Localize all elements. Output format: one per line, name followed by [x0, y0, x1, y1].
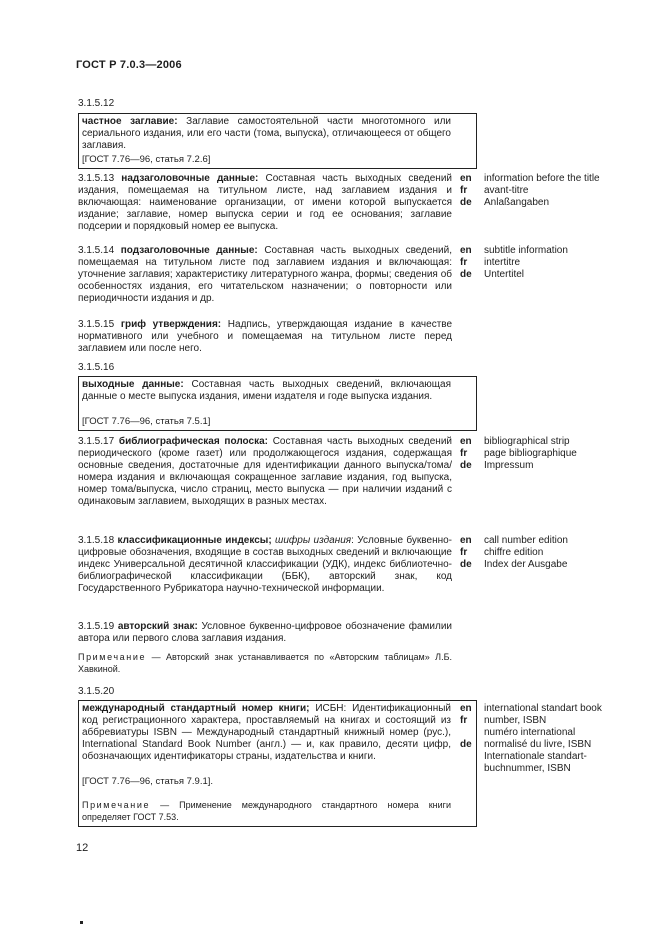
translation-fr: numéro international normalisé du livre, ISBN	[484, 727, 592, 751]
entry-number: 3.1.5.16	[78, 362, 115, 373]
source-reference: [ГОСТ 7.76—96, статья 7.9.1].	[82, 776, 214, 787]
entry-definition	[78, 319, 452, 355]
lang-de: de	[460, 739, 472, 751]
lang-codes	[460, 535, 472, 571]
entry-number: 3.1.5.14	[78, 245, 115, 256]
entry-number: 3.1.5.20	[78, 686, 115, 697]
lang-de: de	[460, 559, 472, 571]
definition-text: Заглавие самостоятельной части многотомного или сериального издания, или его части (тома, выпуска), отличающееся от общего заглавия.	[82, 116, 451, 152]
entry-number: 3.1.5.13	[78, 173, 115, 184]
lang-en: en	[460, 703, 472, 714]
lang-fr	[460, 715, 472, 739]
definition-text: Составная часть выходных сведений издания, помещаемая на титульном листе, над заглавием издания и включающая: наименование организации, от имени которой выпускается издание; заглавие, номер выпуска серии и год ее основания; заглавие подсерии и порядковый номер ее выпуска.	[78, 173, 453, 233]
translation-de: Index der Ausgabe	[484, 559, 568, 571]
translation-en: call number edition	[484, 535, 568, 546]
lang-en: en	[460, 245, 472, 256]
translation-de: Untertitel	[484, 269, 525, 281]
lang-de: de	[460, 460, 472, 472]
entry-number: 3.1.5.12	[78, 98, 115, 109]
source-reference: [ГОСТ 7.76—96, статья 7.5.1]	[82, 416, 211, 427]
definition-text: : Идентификационный код регистрационного характера, проставляемый на книгах и состоящий из аббревиатуры ISBN — Международный стандартный книжный номер (рус.), International Standard Book Number (англ.) — и, как правило, десяти цифр, обозначающих идентификаторы страны, издательства и книги.	[82, 703, 452, 763]
translation-de: Internationale standart-buchnummer, ISBN	[484, 751, 587, 775]
term: международный стандартный номер книги;	[82, 703, 310, 714]
translation-en: bibliographical strip	[484, 436, 570, 447]
definition-text: Составная часть выходных сведений, включающая данные о месте выпуска издания, имени издателя и годе выпуска издания.	[82, 379, 452, 403]
lang-codes	[460, 173, 472, 209]
lang-en: en	[460, 436, 472, 447]
source-reference: [ГОСТ 7.76—96, статья 7.2.6]	[82, 154, 211, 165]
entry-definition	[82, 116, 451, 152]
page-number: 12	[76, 842, 89, 854]
entry-definition	[78, 245, 452, 305]
note	[82, 800, 451, 823]
translation-fr: chiffre edition	[484, 547, 544, 559]
lang-fr: fr	[460, 547, 468, 559]
note-text: — Применение международного стандартного номера книги определяет ГОСТ 7.53.	[82, 800, 451, 822]
definition-text: : Условные буквенно-цифровые обозначения, входящие в состав выходных сведений и включающие индекс Универсальной десятичной классификации (УДК), индекс библиотечно-библиографической классификации (ББК), авторский знак, код Государственного Рубрикатора научно-технической информации.	[78, 535, 453, 595]
lang-de: de	[460, 197, 472, 209]
term-alternative: ИСБН	[315, 703, 344, 714]
note-text: — Авторский знак устанавливается по «Авторским таблицам» Л.Б. Хавкиной.	[78, 652, 452, 674]
entry-definition	[78, 436, 452, 509]
document-header: ГОСТ Р 7.0.3—2006	[76, 59, 182, 71]
lang-de: de	[460, 269, 472, 281]
translations	[484, 436, 614, 472]
lang-fr: fr	[460, 185, 468, 197]
translation-en: information before the title	[484, 173, 600, 184]
translations	[484, 245, 614, 281]
lang-fr: fr	[460, 257, 468, 269]
term: надзаголовочные данные:	[121, 173, 259, 184]
entry-definition	[78, 535, 452, 595]
lang-en: en	[460, 173, 472, 184]
entry-number: 3.1.5.17	[78, 436, 115, 447]
translation-en: international standart book number, ISBN	[484, 703, 602, 727]
entry-number: 3.1.5.15	[78, 319, 115, 330]
note-label: Примечание	[78, 652, 147, 662]
translation-fr: avant-titre	[484, 185, 529, 197]
translations	[484, 173, 614, 209]
lang-codes	[460, 436, 472, 472]
lang-en: en	[460, 535, 472, 546]
entry-number: 3.1.5.19	[78, 621, 115, 632]
lang-codes	[460, 703, 472, 751]
definition-text: Составная часть выходных сведений периодического (кроме газет) или продолжающегося издания, содержащая основные сведения, достаточные для идентификации данного выпуска/тома/номера издания и включающая сокращенное заглавие издания, год выпуска, номер тома/выпуска, число страниц, место выпуска — при наличии изданий с одинаковым заглавием, выходящих в разных местах.	[78, 436, 452, 508]
entry-definition	[78, 621, 452, 645]
translations	[484, 535, 614, 571]
scan-mark	[80, 921, 83, 924]
term: частное заглавие:	[82, 116, 178, 127]
translation-fr: intertitre	[484, 257, 521, 269]
term: классификационные индексы;	[117, 535, 272, 546]
note	[78, 652, 452, 675]
translations	[484, 703, 612, 776]
term-alternative: шифры издания	[275, 535, 352, 546]
lang-codes	[460, 245, 472, 281]
term: библиографическая полоска:	[118, 436, 268, 447]
entry-definition	[82, 379, 451, 403]
definition-text: Составная часть выходных сведений, помещаемая на титульном листе под заглавием издания и включающая: уточнение заглавия; характеристику литературного жанра, формы; сведения об особенностях издания, его читательском назначении; о повторности или периодичности издания и др.	[78, 245, 452, 305]
definition-text: Условное буквенно-цифровое обозначение фамилии автора или первого слова заглавия издания.	[78, 621, 453, 645]
term: подзаголовочные данные:	[120, 245, 258, 256]
definition-text: Надпись, утверждающая издание в качестве нормативного или учебного и помещаемая на титульном листе перед заглавием или после него.	[78, 319, 453, 355]
translation-de: Anlaßangaben	[484, 197, 550, 209]
term: выходные данные:	[82, 379, 184, 390]
translation-en: subtitle information	[484, 245, 568, 256]
note-label: Примечание	[82, 800, 151, 810]
term: гриф утверждения:	[120, 319, 222, 330]
translation-de: Impressum	[484, 460, 534, 472]
translation-fr: page bibliographique	[484, 448, 577, 460]
entry-number: 3.1.5.18	[78, 535, 115, 546]
lang-fr: fr	[460, 448, 468, 460]
entry-definition	[78, 173, 452, 233]
lang-fr-code: fr	[460, 715, 468, 727]
term: авторский знак:	[117, 621, 198, 632]
entry-definition	[82, 703, 451, 763]
